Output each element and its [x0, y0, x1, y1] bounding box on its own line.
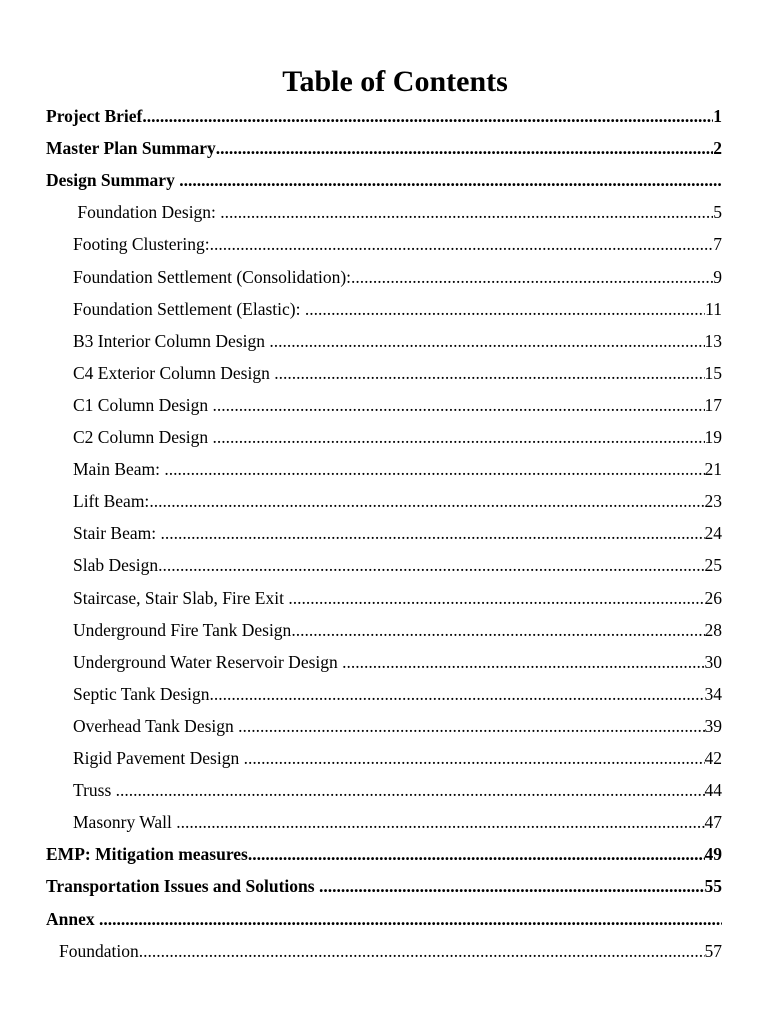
toc-dot-leader	[342, 646, 704, 678]
toc-entry-label: Annex	[46, 908, 99, 929]
toc-entry[interactable]	[73, 710, 722, 742]
toc-dot-leader	[116, 774, 705, 806]
toc-entry[interactable]	[73, 742, 722, 774]
toc-entry[interactable]	[73, 614, 722, 646]
toc-entry[interactable]	[73, 453, 722, 485]
toc-entry[interactable]	[46, 870, 722, 902]
toc-entry-page-number: 47	[704, 812, 722, 833]
toc-entry-label: Foundation Settlement (Elastic):	[73, 298, 305, 319]
toc-dot-leader	[220, 196, 713, 228]
toc-entry[interactable]	[73, 517, 722, 549]
toc-entry-label: C1 Column Design	[73, 394, 213, 415]
toc-dot-leader	[274, 357, 704, 389]
toc-entry[interactable]	[73, 389, 722, 421]
toc-dot-leader	[149, 485, 704, 517]
toc-dot-leader	[179, 164, 722, 196]
toc-entry-page-number: 1	[713, 106, 722, 126]
toc-entry-label: Foundation Design:	[73, 202, 221, 223]
toc-entry-label: Overhead Tank Design	[73, 715, 239, 736]
toc-dot-leader	[176, 806, 704, 838]
toc-entry[interactable]	[46, 838, 722, 870]
toc-entry-page-number: 44	[704, 780, 722, 801]
toc-dot-leader	[99, 903, 722, 935]
toc-entry-label: Foundation Settlement (Consolidation):	[73, 266, 352, 287]
toc-entry-page-number: 39	[704, 715, 722, 736]
toc-entry-page-number: 15	[704, 362, 722, 383]
toc-entry-label: Main Beam:	[73, 459, 165, 480]
toc-entry[interactable]	[73, 261, 722, 293]
toc-entry-page-number: 19	[704, 427, 722, 447]
toc-entry-page-number: 11	[705, 298, 722, 319]
toc-entry-label: C4 Exterior Column Design	[73, 362, 275, 383]
toc-entry[interactable]	[73, 357, 722, 389]
toc-entry-page-number: 26	[704, 587, 722, 608]
toc-entry-label: Project Brief	[46, 106, 143, 126]
toc-entry-page-number: 28	[704, 619, 722, 640]
toc-dot-leader	[158, 549, 704, 581]
toc-entry-label: Foundation	[59, 940, 139, 961]
toc-entry-page-number: 25	[704, 555, 722, 576]
toc-entry-label: Design Summary	[46, 170, 180, 191]
toc-dot-leader	[160, 517, 704, 549]
toc-dot-leader	[238, 710, 704, 742]
toc-entry-label: B3 Interior Column Design	[73, 330, 270, 351]
toc-entry-page-number: 5	[713, 202, 722, 223]
toc-dot-leader	[142, 100, 713, 132]
toc-entry-label: Master Plan Summary	[46, 138, 216, 159]
toc-entry-page-number: 34	[704, 683, 722, 704]
toc-dot-leader	[213, 421, 705, 453]
toc-entry-page-number: 42	[704, 748, 722, 768]
toc-entry-label: Underground Fire Tank Design	[73, 619, 292, 640]
toc-entry-page-number: 57	[704, 940, 722, 961]
toc-entry[interactable]	[73, 646, 722, 678]
toc-dot-leader	[305, 293, 705, 325]
toc-entry[interactable]	[73, 485, 722, 517]
toc-entry-label: C2 Column Design	[73, 427, 213, 447]
toc-entry[interactable]	[73, 678, 722, 710]
toc-entry-page-number: 55	[704, 876, 722, 897]
toc-entry-label: Underground Water Reservoir Design	[73, 651, 343, 672]
toc-entry[interactable]	[73, 582, 722, 614]
toc-entry-label: Transportation Issues and Solutions	[46, 876, 319, 897]
toc-entry-label: Septic Tank Design	[73, 683, 210, 704]
toc-entry-label: Slab Design	[73, 555, 159, 576]
toc-entry-label: Lift Beam:	[73, 491, 150, 512]
toc-entry[interactable]	[73, 421, 722, 453]
toc-dot-leader	[244, 742, 705, 774]
toc-entry-page-number: 17	[704, 394, 722, 415]
toc-dot-leader	[210, 678, 705, 710]
toc-entry-page-number: 49	[704, 844, 722, 865]
toc-entry-page-number: 9	[713, 266, 722, 287]
toc-entry-page-number: 2	[713, 138, 722, 159]
toc-dot-leader	[216, 132, 713, 164]
toc-entry[interactable]	[46, 164, 722, 196]
toc-entry-label: EMP: Mitigation measures	[46, 844, 248, 865]
toc-entry-page-number: 23	[704, 491, 722, 512]
toc-entry[interactable]	[59, 935, 722, 967]
toc-entry-label: Footing Clustering:	[73, 234, 210, 255]
toc-entry-page-number: 30	[704, 651, 722, 672]
toc-entry[interactable]	[46, 132, 722, 164]
toc-dot-leader	[213, 389, 705, 421]
toc-dot-leader	[248, 838, 705, 870]
toc-entry-page-number: 7	[713, 234, 722, 255]
toc-dot-leader	[288, 582, 704, 614]
toc-entry[interactable]	[46, 903, 722, 935]
toc-entry[interactable]	[73, 325, 722, 357]
toc-dot-leader	[210, 228, 714, 260]
toc-entry[interactable]	[73, 196, 722, 228]
toc-entry-label: Truss	[73, 780, 116, 801]
toc-dot-leader	[319, 870, 705, 902]
toc-entry-page-number: 13	[704, 330, 722, 351]
page-title: Table of Contents	[282, 65, 508, 98]
toc-entry-page-number: 24	[704, 523, 722, 544]
toc-entry-label: Staircase, Stair Slab, Fire Exit	[73, 587, 289, 608]
toc-entry-page-number: 21	[704, 459, 722, 480]
toc-dot-leader	[139, 935, 705, 967]
toc-dot-leader	[269, 325, 704, 357]
toc-entry[interactable]	[73, 228, 722, 260]
toc-entry[interactable]	[73, 293, 722, 325]
toc-entry[interactable]	[73, 806, 722, 838]
toc-entry[interactable]	[73, 774, 722, 806]
toc-entry[interactable]	[46, 100, 722, 132]
toc-entry-label: Stair Beam:	[73, 523, 161, 544]
toc-entry-label: Rigid Pavement Design	[73, 748, 244, 768]
toc-dot-leader	[164, 453, 704, 485]
toc-dot-leader	[351, 261, 713, 293]
toc-entry-label: Masonry Wall	[73, 812, 177, 833]
toc-dot-leader	[291, 614, 704, 646]
toc-entry[interactable]	[73, 549, 722, 581]
